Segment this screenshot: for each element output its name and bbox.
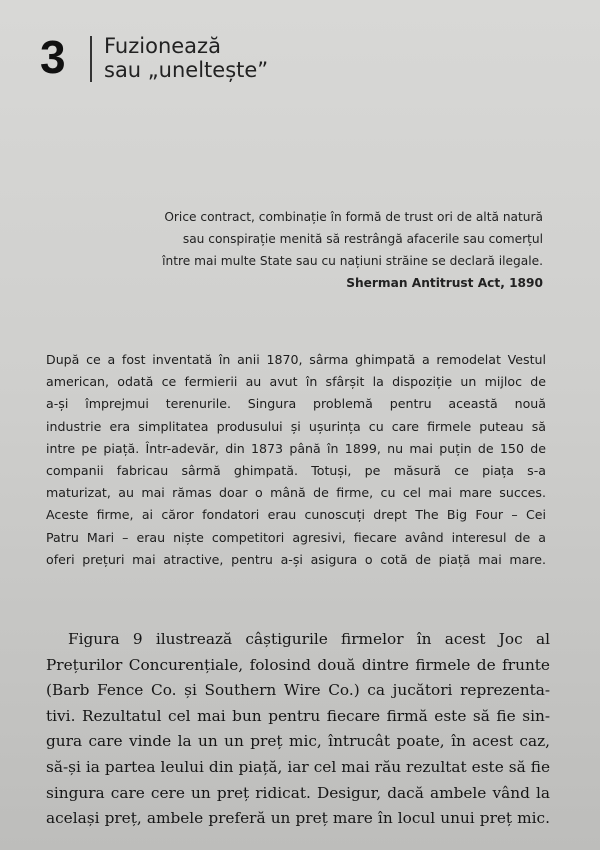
paragraph-figure-discussion <box>46 627 550 832</box>
chapter-title-line: Fuzionează <box>104 34 221 58</box>
text-line: maturizat, au mai rămas doar o mână de firme, cu cel mai mare succes. <box>46 485 546 501</box>
text-line: companii fabricau sârmă ghimpată. Totuși, pe măsură ce piața s-a <box>46 463 546 479</box>
text-line: american, odată ce fermierii au avut în sfârșit la dispoziție un mijloc de <box>46 374 546 390</box>
chapter-header <box>40 32 268 82</box>
chapter-divider <box>90 36 92 82</box>
chapter-title <box>104 34 268 82</box>
epigraph-line: între mai multe State sau cu națiuni străine se declară ilegale. <box>162 254 543 268</box>
text-line: industrie era simplitatea produsului și ușurința cu care firmele puteau să <box>46 418 546 434</box>
text-line: să-și ia partea leului din piață, iar cel mai rău rezultat este să fie <box>46 757 550 776</box>
epigraph-source: Sherman Antitrust Act, 1890 <box>346 276 543 290</box>
text-line: gura care vinde la un un preț mic, întrucât poate, în acest caz, <box>46 732 550 751</box>
text-line: Prețurilor Concurențiale, folosind două dintre firmele de frunte <box>46 655 550 674</box>
text-line: Figura 9 ilustrează câștigurile firmelor în acest Joc al <box>68 630 550 648</box>
text-line: Aceste firme, ai căror fondatori erau cunoscuți drept The Big Four – Cei <box>46 507 546 523</box>
epigraph-line: sau conspirație menită să restrângă afacerile sau comerțul <box>182 232 543 246</box>
epigraph <box>103 206 543 294</box>
text-line: același preț, ambele preferă un preț mare în locul unui preț mic. <box>46 809 550 828</box>
text-line: singura care cere un preț ridicat. Desigur, dacă ambele vând la <box>46 783 550 802</box>
paragraph-intro <box>46 349 546 571</box>
chapter-title-line: sau „uneltește” <box>104 58 269 82</box>
text-line: oferi prețuri mai atractive, pentru a-și asigura o cotă de piață mai mare. <box>46 551 546 567</box>
chapter-number: 3 <box>40 31 66 83</box>
text-line: tivi. Rezultatul cel mai bun pentru fiecare firmă este să fie sin- <box>46 706 550 725</box>
epigraph-line: Orice contract, combinație în formă de trust ori de altă natură <box>164 210 543 224</box>
text-line: (Barb Fence Co. și Southern Wire Co.) ca jucători reprezenta- <box>46 681 550 700</box>
text-line: a-și împrejmui terenurile. Singura problemă pentru această nouă <box>46 396 546 412</box>
text-line: După ce a fost inventată în anii 1870, sârma ghimpată a remodelat Vestul <box>46 352 546 367</box>
text-line: Patru Mari – erau niște competitori agresivi, fiecare având interesul de a <box>46 529 546 545</box>
text-line: intre pe piață. Într-adevăr, din 1873 până în 1899, nu mai puțin de 150 de <box>46 440 546 456</box>
